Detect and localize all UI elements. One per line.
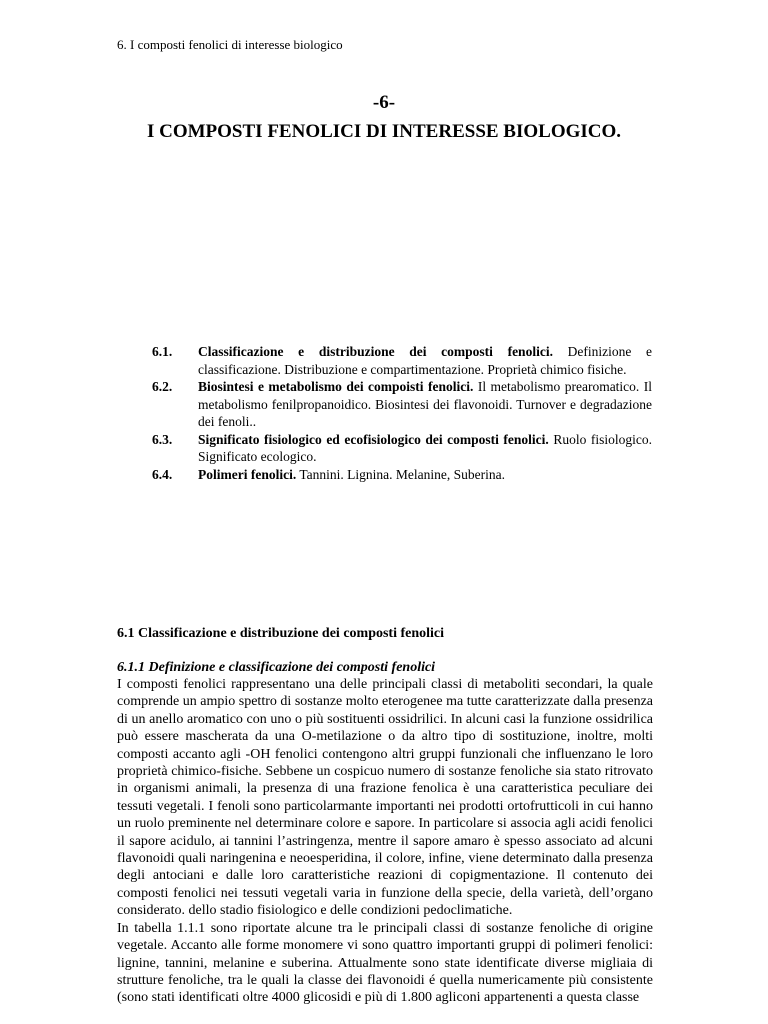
toc-entry-number: 6.2. [152, 379, 173, 394]
toc-entry-topics: Ruolo fisiologico. Significato ecologico. [198, 431, 652, 464]
subsection-heading: 6.1.1 Definizione e classificazione dei composti fenolici [117, 660, 436, 675]
toc-entry-text [198, 466, 652, 484]
toc-entry-topics: Il metabolismo prearomatico. Il metabolismo fenilpropanoidico. Biosintesi dei flavonoidi. Turnover e degradazione dei fenoli.. [198, 379, 653, 429]
toc-entry-6-3 [152, 431, 652, 466]
toc-entry-number: 6.4. [152, 466, 173, 482]
toc-entry-title: Significato fisiologico ed ecofisiologico dei composti fenolici. [198, 431, 549, 447]
body-text [117, 676, 653, 1007]
toc-entry-number: 6.3. [152, 431, 173, 447]
paragraph: I composti fenolici rappresentano una delle principali classi di metaboliti secondari, la quale comprende un ampio spettro di sostanze molto eterogenee ma tutte caratterizzate dalla presenza di un anello aromatico con uno o più sostituenti ossidrilici. In alcuni casi la funzione ossidrilica può essere mascherata da una O-metilazione o da altro tipo di sostituzione, inoltre, molti composti accanto agli -OH fenolici contengono altri gruppi funzionali che influenzano le loro proprietà chimico-fisiche. Sebbene un cospicuo numero di sostanze fenoliche sia stato ritrovato in organismi animali, la presenza di una frazione fenolica è una caratteristica peculiare dei tessuti vegetali. I fenoli sono particolarmante importanti nei prodotti ortofrutticoli in cui hanno un ruolo preminente nel determinare colore e sapore. In particolare si associa agli acidi fenolici il sapore acidulo, ai tannini l’astringenza, mentre il sapore amaro è spesso associato ad alcuni flavonoidi quali naringenina e neoesperidina, il colore, infine, viene determinato dalla presenza degli antociani e dalle loro caratteristiche reazioni di copigmentazione. Il contenuto dei composti fenolici nei tessuti vegetali varia in funzione della specie, della varietà, dell’organo considerato. dello stadio fisiologico e delle condizioni pedoclimatiche. [117, 677, 653, 919]
toc-entry-number: 6.1. [152, 344, 173, 359]
toc-entry-6-2 [152, 378, 652, 431]
toc-entry-6-4 [152, 466, 652, 484]
toc-entry-text [198, 431, 652, 466]
section-heading: 6.1 Classificazione e distribuzione dei composti fenolici [117, 626, 445, 641]
running-header: 6. I composti fenolici di interesse biologico [117, 37, 343, 52]
toc-entry-title: Biosintesi e metabolismo dei compoisti fenolici. [198, 379, 474, 394]
toc-entry-title: Polimeri fenolici. [198, 466, 297, 482]
toc-entry-topics: Tannini. Lignina. Melanine, Suberina. [296, 466, 505, 482]
toc-entry-text [198, 378, 652, 431]
paragraph: In tabella 1.1.1 sono riportate alcune tra le principali classi di sostanze fenoliche di origine vegetale. Accanto alle forme monomere vi sono quattro importanti gruppi di polimeri fenolici: lignine, tannini, melanine e suberina. Attualmente sono state identificate diverse migliaia di strutture fenoliche, tra le quali la classe dei flavonoidi é quella numericamente più consistente (sono stati identificati oltre 4000 glicosidi e più di 1.800 agliconi appartenenti a questa classe [117, 920, 653, 1006]
chapter-title: I COMPOSTI FENOLICI DI INTERESSE BIOLOGICO. [146, 121, 622, 142]
toc-entry-text [198, 343, 652, 378]
toc-entry-title: Classificazione e distribuzione dei composti fenolici. [198, 344, 553, 359]
chapter-number: -6- [372, 92, 396, 113]
table-of-contents [152, 343, 652, 483]
toc-entry-6-1 [152, 343, 652, 378]
toc-entry-topics: Definizione e classificazione. Distribuzione e compartimentazione. Proprietà chimico fisiche. [198, 344, 653, 377]
